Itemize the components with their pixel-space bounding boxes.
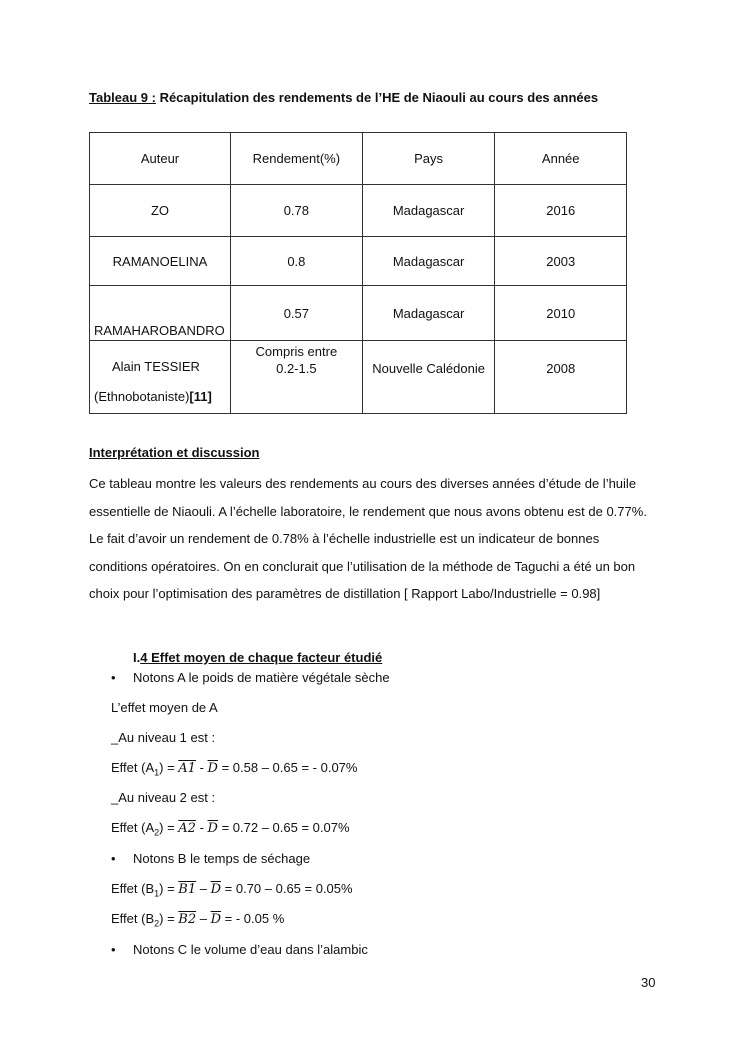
table-header-row — [90, 133, 627, 185]
table-row — [90, 237, 627, 286]
formula-result: = 0.70 – 0.65 = 0.05% — [221, 881, 353, 896]
table-row — [90, 341, 627, 414]
formula-mean-a1: A1 — [178, 761, 196, 776]
formula-result: = 0.72 – 0.65 = 0.07% — [217, 820, 350, 835]
formula-label: Effet (B — [111, 881, 155, 896]
formula-mean-d: $\overline{D}$ — [207, 761, 218, 776]
formula-a2 — [111, 820, 350, 838]
section-title: 4 Effet moyen de chaque facteur étudié — [140, 650, 383, 665]
formula-mean-a2: A2 — [178, 821, 196, 836]
cell-auteur-name: Alain TESSIER — [112, 359, 200, 374]
cell-auteur: RAMANOELINA — [90, 237, 231, 286]
section-number: I. — [133, 650, 141, 665]
cell-pays-text: Madagascar — [392, 306, 465, 321]
formula-mean-d: $\overline{D}$ — [210, 882, 222, 897]
cell-rendement — [230, 341, 362, 414]
bullet-text: Notons C le volume d’eau dans l’alambic — [133, 942, 368, 957]
table-caption-text: Récapitulation des rendements de l’HE de Niaouli au cours des années — [155, 90, 599, 105]
cell-auteur: ZO — [90, 185, 231, 237]
formula-b1 — [111, 881, 353, 899]
cell-annee-text: 2010 — [546, 306, 576, 321]
section-heading — [133, 650, 382, 665]
cell-auteur-text: RAMAHAROBANDRO — [94, 323, 225, 338]
interpretation-paragraph: Ce tableau montre les valeurs des rendements au cours des diverses années d’étude de l’huile essentielle de Niaouli. A l’échelle laboratoire, le rendement que nous avons obtenu est de 0.77%. Le fait d’avoir un rendement de 0.78% à l’échelle industrielle est un indicateur de bonnes conditions opératoires. On en conclurait que l’utilisation de la méthode de Taguchi a été un bon choix pour l’optimisation des paramètres de distillation [ Rapport Labo/Industrielle = 0.98] — [89, 476, 647, 601]
cell-rendement — [230, 286, 362, 341]
cell-pays: Madagascar — [362, 185, 495, 237]
formula-label: Effet (A — [111, 820, 155, 835]
formula-minus: – — [196, 911, 211, 926]
formula-subscript: 1 — [154, 888, 160, 899]
formula-subscript: 2 — [154, 827, 160, 838]
formula-result: = - 0.05 % — [221, 911, 285, 926]
table-row — [90, 286, 627, 341]
cell-rendement: 0.8 — [230, 237, 362, 286]
bullet-item-b — [111, 851, 310, 866]
formula-eq: ) = — [159, 911, 179, 926]
cell-annee — [495, 286, 627, 341]
cell-annee: 2016 — [495, 185, 627, 237]
formula-eq: ) = — [159, 881, 179, 896]
cell-rendement-line1: Compris entre — [255, 344, 338, 359]
bullet-text: Notons A le poids de matière végétale sèche — [133, 670, 390, 685]
cell-auteur-note: (Ethnobotaniste) — [94, 389, 190, 404]
bullet-icon: • — [111, 851, 116, 866]
formula-label: Effet (B — [111, 911, 155, 926]
bullet-item-c — [111, 942, 368, 957]
formula-minus: - — [195, 820, 208, 835]
niveau-1-label: _Au niveau 1 est : — [111, 730, 216, 745]
formula-mean-d: $\overline{D}$ — [207, 821, 218, 836]
formula-label: Effet (A — [111, 760, 155, 775]
bullet-text: Notons B le temps de séchage — [133, 851, 311, 866]
cell-pays — [362, 286, 495, 341]
formula-minus: - — [195, 760, 208, 775]
formula-b2 — [111, 911, 284, 929]
yield-table — [89, 132, 627, 414]
cell-pays-text: Nouvelle Calédonie — [372, 361, 485, 376]
header-annee: Année — [495, 133, 627, 185]
citation-ref: [11] — [189, 389, 212, 404]
formula-a1 — [111, 760, 357, 778]
table-row — [90, 185, 627, 237]
cell-annee-text: 2008 — [546, 361, 576, 376]
cell-pays — [362, 341, 495, 414]
header-auteur: Auteur — [90, 133, 231, 185]
cell-annee: 2003 — [495, 237, 627, 286]
formula-result: = 0.58 – 0.65 = - 0.07% — [217, 760, 358, 775]
cell-pays: Madagascar — [362, 237, 495, 286]
formula-mean-b2: B2 — [178, 912, 197, 927]
cell-annee — [495, 341, 627, 414]
bullet-icon: • — [111, 670, 116, 685]
table-caption — [89, 90, 598, 105]
cell-auteur-note-line — [90, 389, 230, 404]
formula-minus: – — [196, 881, 211, 896]
formula-mean-d: $\overline{D}$ — [210, 912, 222, 927]
cell-rendement-text: 0.57 — [283, 306, 310, 321]
formula-mean-b1: B1 — [178, 882, 197, 897]
bullet-item-a — [111, 670, 390, 685]
header-pays: Pays — [362, 133, 495, 185]
table-caption-label: Tableau 9 : — [89, 90, 156, 105]
cell-rendement-line2: 0.2-1.5 — [276, 361, 317, 376]
formula-subscript: 2 — [154, 918, 160, 929]
formula-eq: ) = — [159, 760, 179, 775]
page-number: 30 — [641, 975, 656, 990]
cell-rendement: 0.78 — [230, 185, 362, 237]
header-rendement: Rendement(%) — [230, 133, 362, 185]
cell-auteur — [90, 286, 231, 341]
niveau-2-label: _Au niveau 2 est : — [111, 790, 216, 805]
cell-auteur — [90, 341, 231, 414]
effet-moyen-a: L’effet moyen de A — [111, 700, 218, 715]
formula-subscript: 1 — [154, 767, 160, 778]
interpretation-title: Interprétation et discussion — [89, 445, 260, 460]
bullet-icon: • — [111, 942, 116, 957]
formula-eq: ) = — [159, 820, 179, 835]
